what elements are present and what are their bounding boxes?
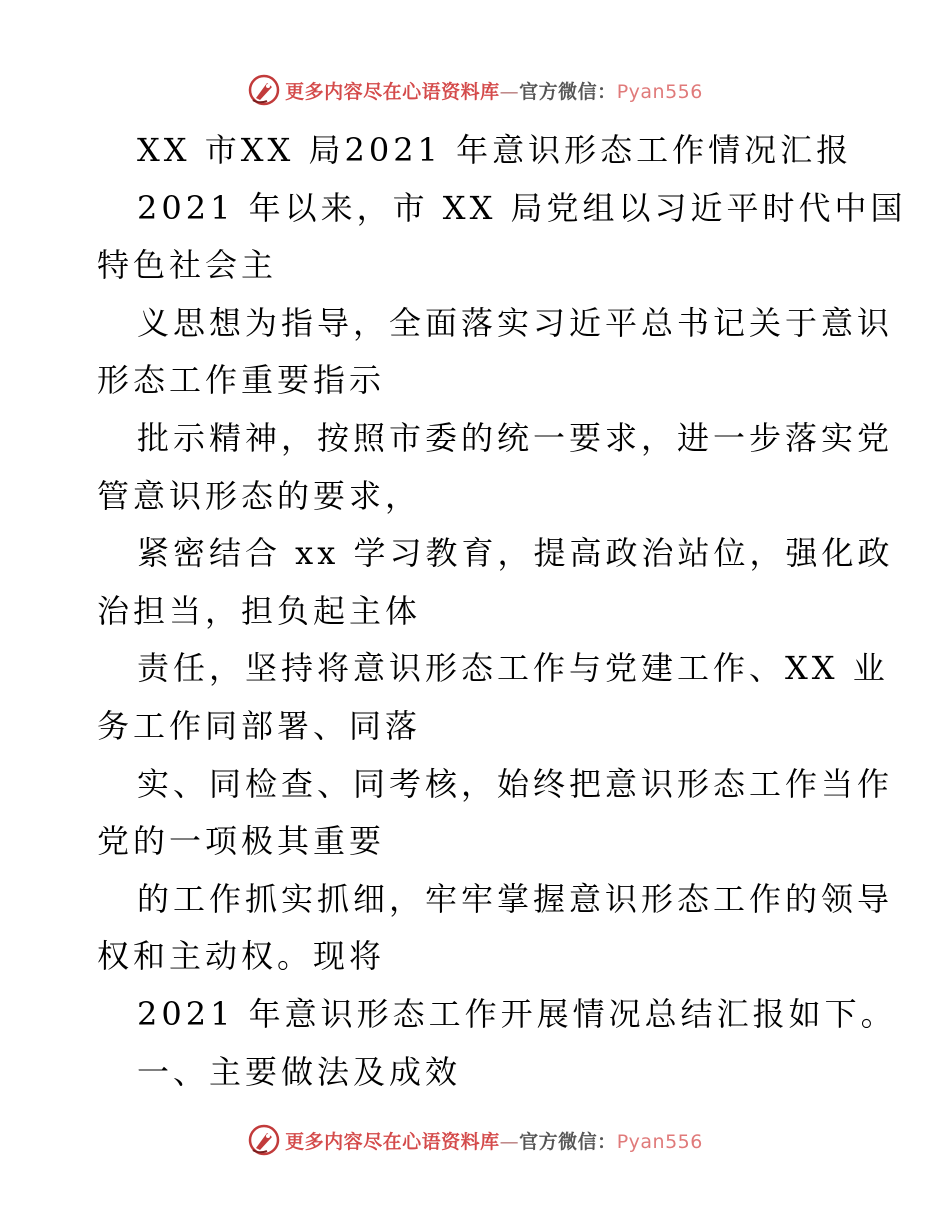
watermark-official-label: 官方微信： <box>519 80 617 103</box>
document-body <box>97 122 907 1101</box>
paragraph-line: 党的一项极其重要 <box>97 822 386 861</box>
watermark-dash: — <box>499 1130 520 1153</box>
watermark-brand: 更多内容尽在心语资料库 <box>285 1130 500 1153</box>
paragraph-line: 紧密结合 xx 学习教育，提高政治站位，强化政 <box>137 534 894 573</box>
header-watermark <box>0 70 950 110</box>
paragraph-line: 形态工作重要指示 <box>97 361 386 400</box>
watermark-official-label: 官方微信： <box>519 1130 617 1153</box>
paragraph-line: 治担当，担负起主体 <box>97 591 422 630</box>
watermark-text <box>285 1127 703 1154</box>
section-heading: 一、主要做法及成效 <box>137 1052 462 1091</box>
paragraph-line: 责任，坚持将意识形态工作与党建工作、XX 业 <box>137 649 889 688</box>
paragraph-line: 务工作同部署、同落 <box>97 706 422 745</box>
watermark-dash: — <box>499 80 520 103</box>
paragraph-line: 管意识形态的要求， <box>97 476 422 515</box>
paragraph-line: 2021 年意识形态工作开展情况总结汇报如下。 <box>137 994 897 1033</box>
paragraph-line: 批示精神，按照市委的统一要求，进一步落实党 <box>137 418 894 457</box>
watermark-brand: 更多内容尽在心语资料库 <box>285 80 500 103</box>
paragraph-line: 义思想为指导，全面落实习近平总书记关于意识 <box>137 303 894 342</box>
paragraph-line: 特色社会主 <box>97 246 278 285</box>
document-title: XX 市XX 局2021 年意识形态工作情况汇报 <box>137 131 853 169</box>
paragraph-line: 实、同检查、同考核，始终把意识形态工作当作 <box>137 764 894 803</box>
pen-nib-logo-icon <box>247 73 281 107</box>
pen-nib-logo-icon <box>247 1123 281 1157</box>
watermark-text <box>285 77 703 104</box>
watermark-account: Pyan556 <box>616 80 703 103</box>
footer-watermark <box>0 1120 950 1160</box>
watermark-account: Pyan556 <box>616 1130 703 1153</box>
paragraph-line: 的工作抓实抓细，牢牢掌握意识形态工作的领导 <box>137 879 894 918</box>
paragraph-line: 权和主动权。现将 <box>97 937 386 976</box>
paragraph-line: 2021 年以来，市 XX 局党组以习近平时代中国 <box>137 188 907 227</box>
